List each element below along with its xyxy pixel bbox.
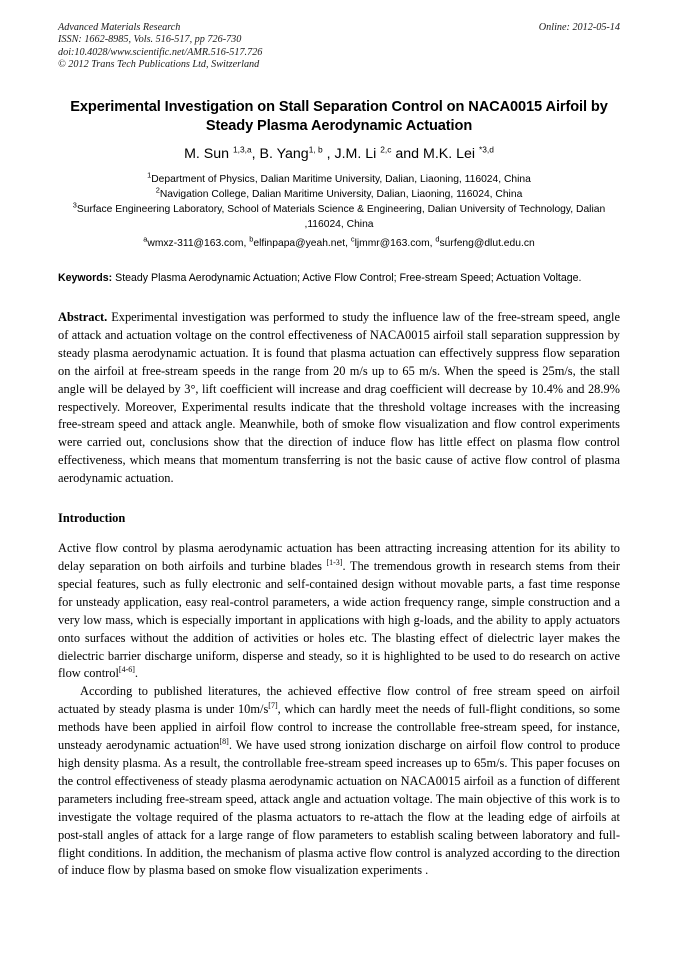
abstract-text: Experimental investigation was performed to study the influence law of the free-stream speed, angle of attack and actuation voltage on the control effectiveness of NACA0015 airfoil stall separation suppression by steady plasma aerodynamic actuation. It is found that plasma actuation can effectively suppress flow separation on the airfoil at free-stream speeds in the range from 20 m/s up to 65 m/s. When the speed is 25m/s, the stall angle will be delayed by 3°, lift coefficient will increase and drag coefficient will decrease by 10.4% and 28.9% respectively. Moreover, Experimental results indicate that the threshold voltage increases with the increasing free-stream speed and attack angle. Meanwhile, both of smoke flow visualization and flow control experiments were carried out, conclusions show that the direction of induce flow has little effect on plasma flow control effectiveness, which means that momentum transferring is not the basic cause of active flow control of plasma aerodynamic actuation. <box>58 310 620 486</box>
paragraph-text: , which can hardly meet the needs of full-flight conditions, so some methods have been applied in airfoil flow control to increase the controllable free-stream speed, for instance, unsteady aerodynamic actuation <box>58 702 620 753</box>
affiliation-item <box>58 187 620 202</box>
email-marker: c <box>350 235 355 245</box>
paragraph-text: . <box>134 666 139 681</box>
journal-name: Advanced Materials Research <box>58 22 181 33</box>
author-3-name: J.M. Li <box>334 145 381 162</box>
author-4-name: M.K. Lei <box>423 145 479 162</box>
author-1-affiliation-marker: 1,3,a <box>233 143 252 154</box>
paragraph-text: Active flow control by plasma aerodynamic actuation has been attracting increasing attention for its ability to delay separation on both airfoils and turbine blades <box>58 541 620 573</box>
email-marker: a <box>143 235 148 245</box>
introduction-paragraph-2 <box>58 683 620 880</box>
affiliation-text: Surface Engineering Laboratory, School of Materials Science & Engineering, Dalian University of Technology, Dalian ,116024, China <box>76 204 606 231</box>
journal-masthead <box>58 22 620 72</box>
author-2-name: B. Yang <box>259 145 309 162</box>
author-separator-2: , <box>322 145 335 162</box>
issn-line: ISSN: 1662-8985, Vols. 516-517, pp 726-730 <box>58 34 242 46</box>
email-address[interactable]: ljmmr@163.com <box>354 238 430 250</box>
affiliation-item <box>58 202 620 232</box>
title-line-1: Experimental Investigation on Stall Separation Control on NACA0015 <box>70 98 543 115</box>
author-4-affiliation-marker: *3,d <box>478 143 494 154</box>
affiliation-item <box>58 172 620 187</box>
paragraph-text: . The tremendous growth in research stems from their special features, such as fully electronic and self-contained design without movable parts, a fast time response for unsteady application, easy real-control parameters, a wide action frequency range, simple construction and a very low mass, which is especially important in applications with high g-loads, and the ability to apply actuators onto surfaces without the addition of activities or holes etc. The blasting effect of dielectric layer makes the dielectric barrier discharge uniform, disperse and steady, so it is highlighted to be used to do research on active flow control <box>58 559 620 681</box>
email-marker: b <box>249 235 254 245</box>
affiliation-text: Navigation College, Dalian Maritime University, Dalian, Liaoning, 116024, China <box>159 188 523 200</box>
keywords-text: Steady Plasma Aerodynamic Actuation; Active Flow Control; Free-stream Speed; Actuation Voltage. <box>115 272 582 285</box>
email-address[interactable]: wmxz-311@163.com <box>147 238 244 250</box>
email-marker: d <box>435 235 440 245</box>
citation-reference[interactable]: [4-6] <box>118 665 135 675</box>
affiliation-marker: 1 <box>147 170 152 180</box>
author-2-affiliation-marker: 1, b <box>308 143 323 154</box>
affiliation-text: Department of Physics, Dalian Maritime University, Dalian, Liaoning, 116024, China <box>151 173 531 185</box>
author-email-list: $^a$wmxz-311@163.com, $^b$elfinpapa@yeah.net, $^c$ljmmr@163.com, $^d$surfeng@dlut.edu.cn <box>143 235 535 250</box>
citation-reference[interactable]: [7] <box>268 701 278 711</box>
online-date: Online: 2012-05-14 <box>538 22 620 33</box>
introduction-paragraph-1 <box>58 540 620 683</box>
page-title <box>58 98 620 136</box>
paragraph-text: According to published literatures, the achieved effective flow control of free stream speed on airfoil actuated by steady plasma is under 10m/s <box>58 684 620 717</box>
copyright-line: © 2012 Trans Tech Publications Ltd, Switzerland <box>58 59 260 71</box>
doi-line: doi:10.4028/www.scientific.net/AMR.516-517.726 <box>58 46 263 58</box>
affiliation-marker: 2 <box>155 185 160 195</box>
author-separator-1: , <box>251 145 260 162</box>
citation-reference[interactable]: [8] <box>219 736 229 746</box>
author-1-name: M. Sun <box>184 145 233 162</box>
affiliation-marker: 3 <box>72 200 77 210</box>
paragraph-text: . We have used strong ionization discharge on airfoil flow control to produce high density plasma. As a result, the controllable free-stream speed increases up to 65m/s. This paper focuses on the control effectiveness of steady plasma aerodynamic actuation on NACA0015 airfoil as a function of different parameters including free-stream speed, attack angle and actuation voltage. The main objective of this work is to investigate the voltage required of the plasma actuators to re-attach the flow at the leading edge of airfoils at post-stall angles of attack for a large range of flow parameters to establish scaling between laboratory and full-flight conditions. In addition, the mechanism of plasma active flow control is analyzed according to the direction of induce flow by plasma based on smoke flow visualization experiments . <box>58 738 620 878</box>
keywords-label: Keywords: <box>58 272 113 285</box>
email-address[interactable]: surfeng@dlut.edu.cn <box>439 238 535 250</box>
section-heading-introduction: Introduction <box>58 511 126 526</box>
citation-reference[interactable]: [1-3] <box>326 557 343 567</box>
email-address[interactable]: elfinpapa@yeah.net <box>253 238 346 250</box>
affiliation-list <box>58 172 620 233</box>
author-separator-3: and <box>391 145 423 162</box>
title-line-2: Airfoil by Steady Plasma Aerodynamic Actuation <box>205 98 608 134</box>
author-list <box>58 145 620 163</box>
author-3-affiliation-marker: 2,c <box>380 143 392 154</box>
abstract-block <box>58 309 620 488</box>
keywords-block <box>58 271 620 287</box>
abstract-label: Abstract. <box>58 310 108 325</box>
